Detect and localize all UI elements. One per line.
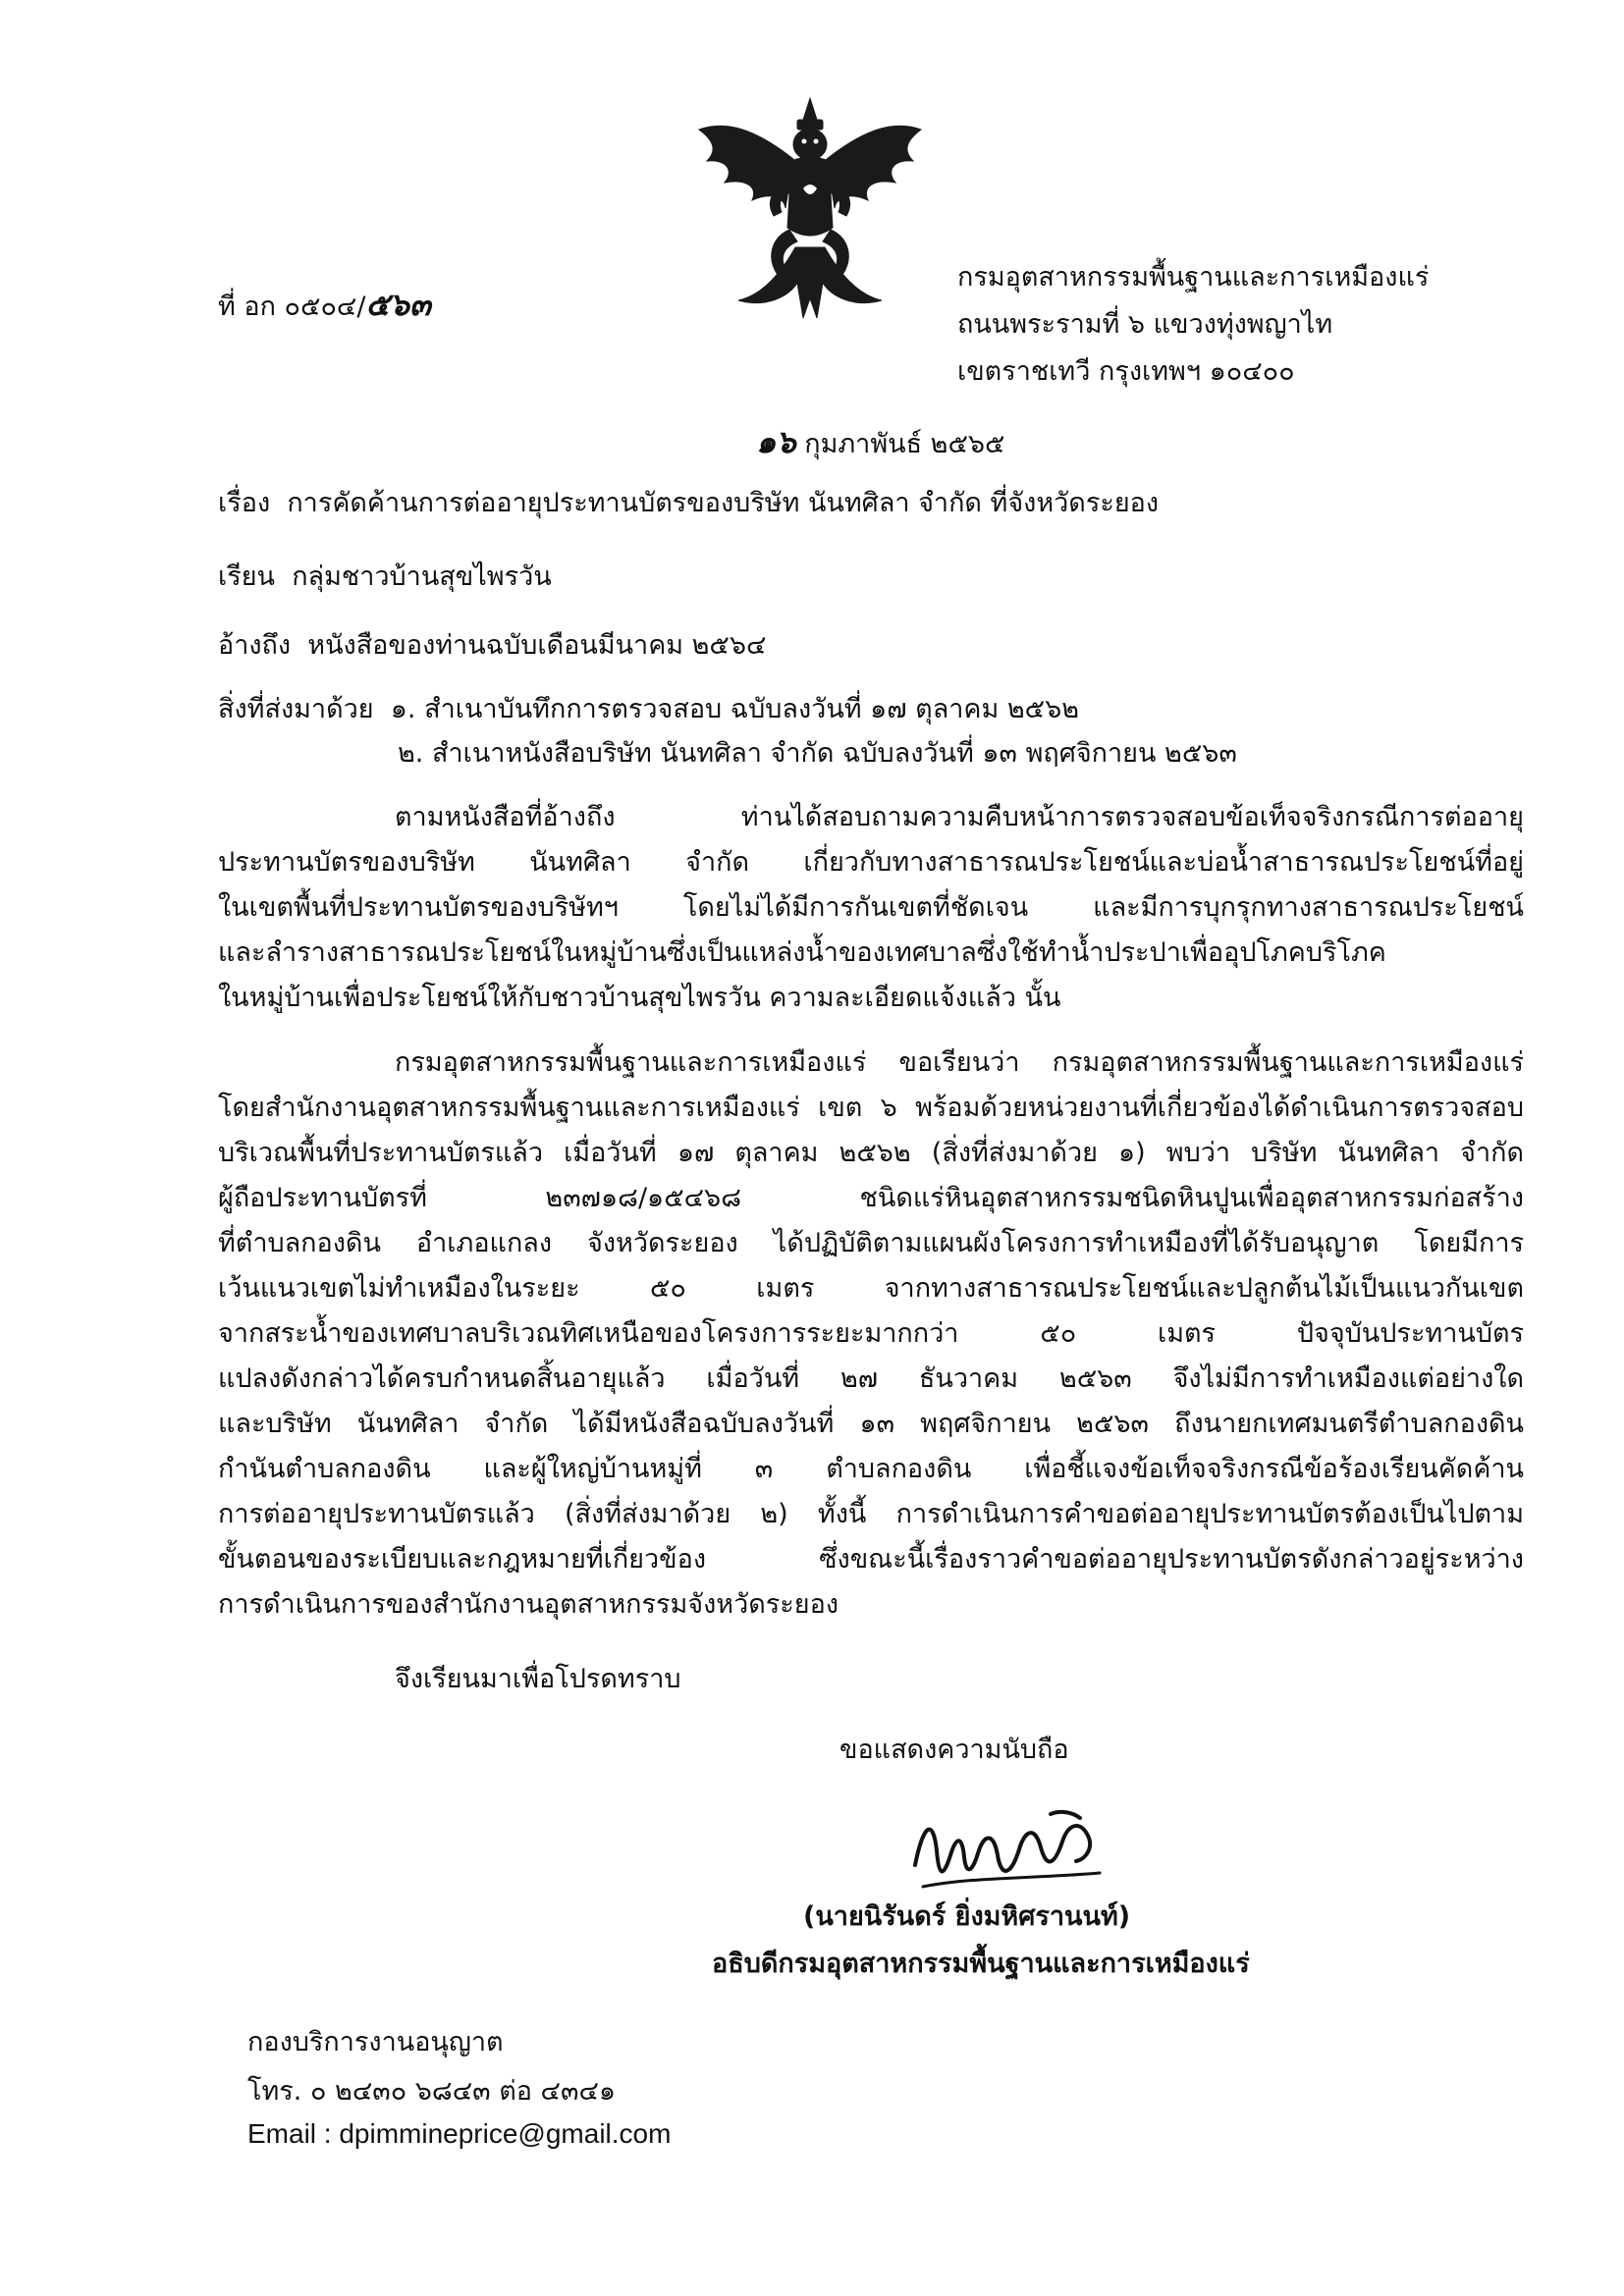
date-day-handwritten: ๑๖	[756, 423, 796, 460]
reference-text: หนังสือของท่านฉบับเดือนมีนาคม ๒๕๖๔	[307, 630, 767, 661]
signatory-name: (นายนิรันดร์ ยิ่งมหิศรานนท์)	[803, 1901, 1131, 1932]
paragraph-1-line-2: ประทานบัตรของบริษัท นันทศิลา จำกัด เกี่ยวกับทางสาธารณประโยชน์และบ่อน้ำสาธารณประโยชน์ที่อยู่	[218, 847, 1524, 878]
footer-division: กองบริการงานอนุญาต	[247, 2027, 504, 2057]
subject-line	[218, 481, 1159, 523]
paragraph-2-line-1: กรมอุตสาหกรรมพื้นฐานและการเหมืองแร่ ขอเรียนว่า กรมอุตสาหกรรมพื้นฐานและการเหมืองแร่	[395, 1047, 1524, 1078]
paragraph-2-line-11: การต่ออายุประทานบัตรแล้ว (สิ่งที่ส่งมาด้วย ๒) ทั้งนี้ การดำเนินการคำขอต่ออายุประทานบัตรต้องเป็นไปตาม	[218, 1499, 1524, 1529]
paragraph-2-line-12: ขั้นตอนของระเบียบและกฎหมายที่เกี่ยวข้อง ซึ่งขณะนี้เรื่องราวคำขอต่ออายุประทานบัตรดังกล่าวอยู่ระหว่าง	[218, 1544, 1524, 1575]
paragraph-1-line-5: ในหมู่บ้านเพื่อประโยชน์ให้กับชาวบ้านสุขไพรวัน ความละเอียดแจ้งแล้ว นั้น	[218, 983, 1061, 1013]
salutation: ขอแสดงความนับถือ	[839, 1735, 1069, 1765]
paragraph-2-line-9: และบริษัท นันทศิลา จำกัด ได้มีหนังสือฉบับลงวันที่ ๑๓ พฤศจิกายน ๒๕๖๓ ถึงนายกเทศมนตรีตำบลกองดิน	[218, 1409, 1524, 1439]
enclosure-item-2: ๒. สำเนาหนังสือบริษัท นันทศิลา จำกัด ฉบับลงวันที่ ๑๓ พฤศจิกายน ๒๕๖๓	[398, 738, 1237, 769]
footer-email: Email : dpimmineprice@gmail.com	[247, 2118, 672, 2149]
date-month-year: กุมภาพันธ์ ๒๕๖๕	[804, 429, 1005, 459]
paragraph-2-line-5: ที่ตำบลกองดิน อำเภอแกลง จังหวัดระยอง ได้ปฏิบัติตามแผนผังโครงการทำเหมืองที่ได้รับอนุญาต โดยมีการ	[218, 1228, 1524, 1258]
reference-handwritten-number: ๕๖๓	[365, 286, 431, 323]
paragraph-2-line-6: เว้นแนวเขตไม่ทำเหมืองในระยะ ๕๐ เมตร จากทางสาธารณประโยชน์และปลูกต้นไม้เป็นแนวกันเขต	[218, 1273, 1524, 1304]
recipient-line	[218, 555, 552, 597]
reference-label: อ้างถึง	[218, 630, 292, 661]
subject-text: การคัดค้านการต่ออายุประทานบัตรของบริษัท นันทศิลา จำกัด ที่จังหวัดระยอง	[287, 488, 1160, 518]
paragraph-1-line-3: ในเขตพื้นที่ประทานบัตรของบริษัทฯ โดยไม่ได้มีการกันเขตที่ชัดเจน และมีการบุกรุกทางสาธารณประโยชน์	[218, 892, 1524, 923]
handwritten-signature	[903, 1796, 1119, 1904]
reference-number	[218, 280, 431, 330]
footer-phone: โทร. ๐ ๒๔๓๐ ๖๘๔๓ ต่อ ๔๓๔๑	[247, 2076, 617, 2107]
paragraph-1-line-4: และลำรางสาธารณประโยชน์ในหมู่บ้านซึ่งเป็นแหล่งน้ำของเทศบาลซึ่งใช้ทำน้ำประปาเพื่ออุปโภคบริโภค	[218, 937, 1386, 968]
recipient-label: เรียน	[218, 561, 276, 592]
department-address-line2: เขตราชเทวี กรุงเทพฯ ๑๐๔๐๐	[957, 356, 1295, 387]
reference-prefix: ที่ อก ๐๕๐๔/	[218, 292, 366, 322]
paragraph-2-line-4: ผู้ถือประทานบัตรที่ ๒๓๗๑๘/๑๕๔๖๘ ชนิดแร่หินอุตสาหกรรมชนิดหินปูนเพื่ออุตสาหกรรมก่อสร้าง	[218, 1183, 1524, 1213]
department-name: กรมอุตสาหกรรมพื้นฐานและการเหมืองแร่	[957, 262, 1430, 293]
paragraph-2-line-13: การดำเนินการของสำนักงานอุตสาหกรรมจังหวัดระยอง	[218, 1589, 839, 1620]
department-address-line1: ถนนพระรามที่ ๖ แขวงทุ่งพญาไท	[957, 309, 1333, 340]
paragraph-2-line-3: บริเวณพื้นที่ประทานบัตรแล้ว เมื่อวันที่ ๑๗ ตุลาคม ๒๕๖๒ (สิ่งที่ส่งมาด้วย ๑) พบว่า บริษัท นันทศิลา จำกัด	[218, 1138, 1524, 1168]
recipient-text: กลุ่มชาวบ้านสุขไพรวัน	[292, 561, 552, 592]
signatory-position: อธิบดีกรมอุตสาหกรรมพื้นฐานและการเหมืองแร่	[712, 1949, 1250, 1979]
paragraph-2-line-7: จากสระน้ำของเทศบาลบริเวณทิศเหนือของโครงการระยะมากกว่า ๕๐ เมตร ปัจจุบันประทานบัตร	[218, 1318, 1524, 1349]
paragraph-2-line-10: กำนันตำบลกองดิน และผู้ใหญ่บ้านหมู่ที่ ๓ ตำบลกองดิน เพื่อชี้แจงข้อเท็จจริงกรณีข้อร้องเรียนคัดค้าน	[218, 1454, 1524, 1484]
garuda-emblem-icon	[687, 90, 933, 336]
enclosures-line-1	[218, 687, 1079, 729]
subject-label: เรื่อง	[218, 488, 271, 518]
paragraph-2-line-8: แปลงดังกล่าวได้ครบกำหนดสิ้นอายุแล้ว เมื่อวันที่ ๒๗ ธันวาคม ๒๕๖๓ จึงไม่มีการทำเหมืองแต่อย่างใด	[218, 1363, 1524, 1394]
letter-date	[756, 417, 1004, 467]
reference-line	[218, 623, 766, 666]
closing-line: จึงเรียนมาเพื่อโปรดทราบ	[395, 1664, 681, 1694]
enclosure-item-1: ๑. สำเนาบันทึกการตรวจสอบ ฉบับลงวันที่ ๑๗ ตุลาคม ๒๕๖๒	[390, 694, 1080, 724]
paragraph-1-line-1: ตามหนังสือที่อ้างถึง ท่านได้สอบถามความคืบหน้าการตรวจสอบข้อเท็จจริงกรณีการต่ออายุ	[395, 802, 1524, 832]
enclosures-label: สิ่งที่ส่งมาด้วย	[218, 694, 374, 724]
paragraph-2-line-2: โดยสำนักงานอุตสาหกรรมพื้นฐานและการเหมืองแร่ เขต ๖ พร้อมด้วยหน่วยงานที่เกี่ยวข้องได้ดำเนินการตรวจสอบ	[218, 1093, 1524, 1123]
